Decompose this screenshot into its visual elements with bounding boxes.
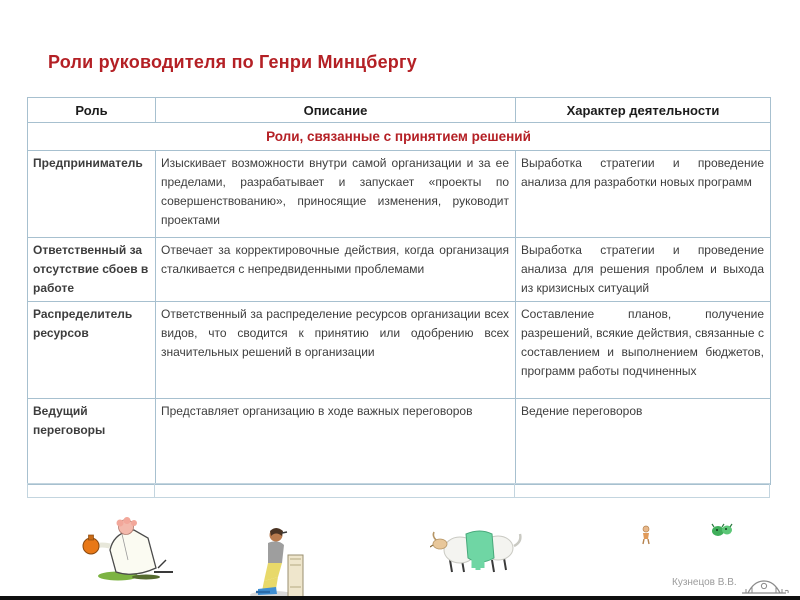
person-with-box-icon [246,525,312,600]
activity-cell: Выработка стратегии и проведение анализа для разработки новых программ [516,151,771,238]
table-row [28,151,771,238]
table-row [28,302,771,399]
role-cell: Ответственный за отсутствие сбоев в работе [28,238,156,302]
role-cell: Ведущий переговоры [28,399,156,485]
role-cell: Предприниматель [28,151,156,238]
clipped-cell [515,483,770,498]
slide-bottom-edge [0,596,800,600]
table-row [28,399,771,485]
scientist-with-flask-icon [76,516,176,582]
header-description: Описание [156,98,516,123]
small-green-figure-icon [710,523,734,539]
description-cell: Отвечает за корректировочные действия, когда организация сталкивается с непредвиденными проблемами [156,238,516,302]
clipped-cell [27,483,155,498]
activity-cell: Выработка стратегии и проведение анализа для решения проблем и выхода из кризисных ситуаций [516,238,771,302]
table-row [28,238,771,302]
slide-title: Роли руководителя по Генри Минцбергу [48,52,417,72]
clipped-table-row [27,483,770,498]
small-orange-figure-icon [638,525,654,545]
activity-cell: Ведение переговоров [516,399,771,485]
role-cell: Распределитель ресурсов [28,302,156,399]
sketch-animal-doodle-icon [740,577,790,597]
description-cell: Изыскивает возможности внутри самой организации и за ее пределами, разрабатывает и запускает «проекты по совершенствованию», приносящие изменения, руководит проектами [156,151,516,238]
author-name: Кузнецов В.В. [672,577,737,588]
activity-cell: Составление планов, получение разрешений, всякие действия, связанные с составлением и выполнением бюджетов, программ работы подчиненных [516,302,771,399]
table-section-row [28,123,771,151]
header-role: Роль [28,98,156,123]
clipped-cell [155,483,515,498]
description-cell: Представляет организацию в ходе важных переговоров [156,399,516,485]
roles-table [27,97,771,485]
header-activity: Характер деятельности [516,98,771,123]
table-header-row [28,98,771,123]
description-cell: Ответственный за распределение ресурсов организации всех видов, что сводится к принятию или одобрению всех значительных решений в организации [156,302,516,399]
section-header: Роли, связанные с принятием решений [28,123,771,151]
goat-with-blanket-icon [430,520,530,576]
